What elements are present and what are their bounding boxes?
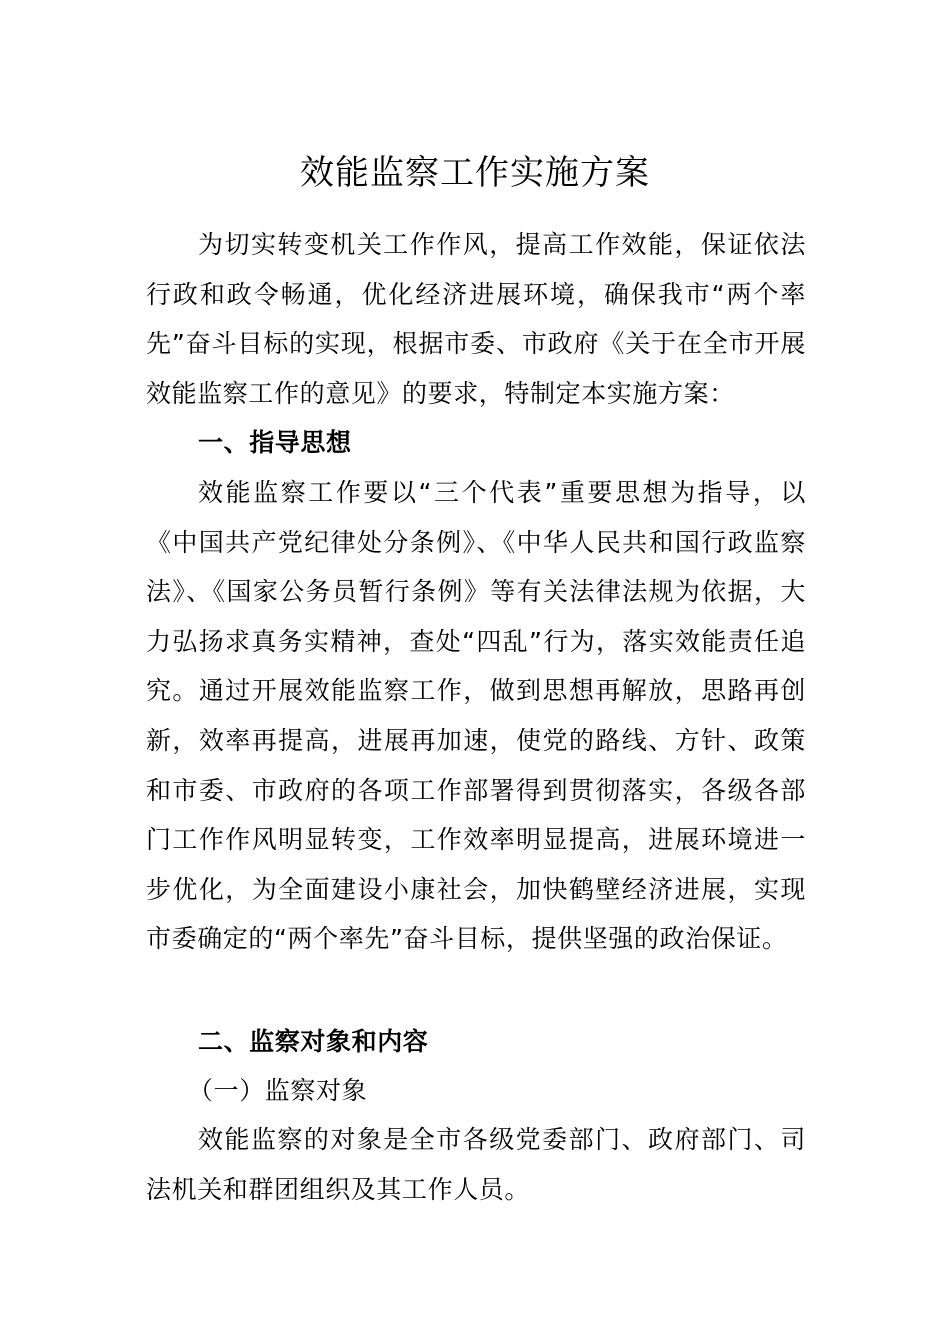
guiding-ideology-paragraph: 效能监察工作要以“三个代表”重要思想为指导，以《中国共产党纪律处分条例》、《中华人民共和国行政监察法》、《国家公务员暂行条例》等有关法律法规为依据，大力弘扬求真务实精神，查处“四乱”行为，落实效能责任追究。通过开展效能监察工作，做到思想再解放，思路再创新，效率再提高，进展再加速，使党的路线、方针、政策和市委、市政府的各项工作部署得到贯彻落实，各级各部门工作作风明显转变，工作效率明显提高，进展环境进一步优化，为全面建设小康社会，加快鹤壁经济进展，实现市委确定的“两个率先”奋斗目标，提供坚强的政治保证。 (146, 478, 806, 954)
section-heading-supervision-scope: 二、监察对象和内容 (198, 1027, 429, 1056)
subsection-heading-supervision-objects: （一）监察对象 (188, 1076, 368, 1105)
document-title: 效能监察工作实施方案 (300, 153, 650, 193)
section-heading-guiding-ideology: 一、指导思想 (198, 428, 352, 457)
supervision-objects-paragraph: 效能监察的对象是全市各级党委部门、政府部门、司法机关和群团组织及其工作人员。 (146, 1125, 806, 1204)
intro-paragraph: 为切实转变机关工作作风，提高工作效能，保证依法行政和政令畅通，优化经济进展环境，确保我市“两个率先”奋斗目标的实现，根据市委、市政府《关于在全市开展效能监察工作的意见》的要求，特制定本实施方案： (146, 230, 806, 408)
